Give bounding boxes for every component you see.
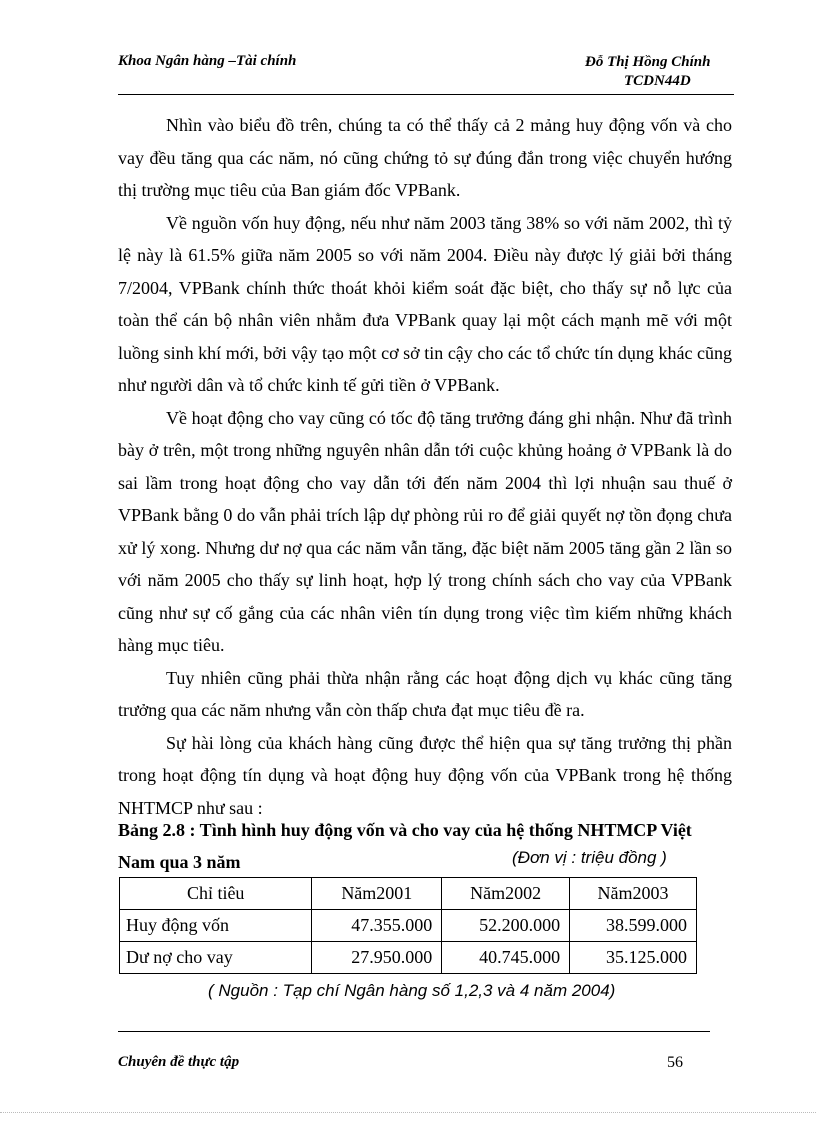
table-header-cell: Năm2003 — [570, 878, 697, 910]
paragraph: Về nguồn vốn huy động, nếu như năm 2003 tăng 38% so với năm 2002, thì tỷ lệ này là 61.5% giữa năm 2005 so với năm 2004. Điều này được lý giải bởi tháng 7/2004, VPBank chính thức thoát khỏi kiểm soát đặc biệt, cho thấy sự nỗ lực của toàn thể cán bộ nhân viên nhằm đưa VPBank quay lại một cách mạnh mẽ với một luồng sinh khí mới, bởi vậy tạo một cơ sở tin cậy cho các tổ chức tín dụng khác cũng như người dân và tổ chức kinh tế gửi tiền ở VPBank. — [118, 212, 732, 395]
table-header-cell: Chỉ tiêu — [120, 878, 312, 910]
table-cell: 38.599.000 — [570, 910, 697, 942]
page-number: 56 — [667, 1054, 683, 1071]
table-cell: Huy động vốn — [120, 910, 312, 942]
table-cell: 47.355.000 — [312, 910, 442, 942]
page-edge — [0, 1112, 816, 1113]
table-header-cell: Năm2001 — [312, 878, 442, 910]
footer-title: Chuyên đề thực tập — [118, 1054, 240, 1070]
table-cell: Dư nợ cho vay — [120, 942, 312, 974]
table-cell: 40.745.000 — [442, 942, 570, 974]
table-caption: Bảng 2.8 : Tình hình huy động vốn và cho vay của hệ thống NHTMCP Việt Nam qua 3 năm — [118, 820, 692, 872]
table-cell: 35.125.000 — [570, 942, 697, 974]
table-source: ( Nguồn : Tạp chí Ngân hàng số 1,2,3 và 4 năm 2004) — [208, 981, 616, 1000]
table-row — [120, 942, 697, 974]
body-text — [118, 109, 732, 824]
header-author-class: TCDN44D — [624, 73, 691, 89]
paragraph: Về hoạt động cho vay cũng có tốc độ tăng trưởng đáng ghi nhận. Như đã trình bày ở trên, một trong những nguyên nhân dẫn tới cuộc khủng hoảng ở VPBank là do sai lầm trong hoạt động cho vay dẫn tới đến năm 2004 thì lợi nhuận sau thuế ở VPBank bằng 0 do vẫn phải trích lập dự phòng rủi ro để giải quyết nợ tồn đọng chưa xử lý xong. Nhưng dư nợ qua các năm vẫn tăng, đặc biệt năm 2005 tăng gần 2 lần so với năm 2005 cho thấy sự linh hoạt, hợp lý trong chính sách cho vay của VPBank cũng như sự cố gắng của các nhân viên tín dụng trong việc tìm kiếm những khách hàng mục tiêu. — [118, 407, 732, 655]
header-author-name: Đỗ Thị Hồng Chính — [585, 54, 711, 70]
table-cell: 52.200.000 — [442, 910, 570, 942]
table-unit: (Đơn vị : triệu đồng ) — [512, 848, 667, 867]
footer-divider — [118, 1031, 710, 1032]
table-header-row — [120, 878, 697, 910]
table-header-cell: Năm2002 — [442, 878, 570, 910]
header-author — [585, 53, 710, 91]
data-table — [119, 877, 697, 974]
header-divider — [118, 94, 734, 95]
table-row — [120, 910, 697, 942]
table-cell: 27.950.000 — [312, 942, 442, 974]
header-faculty: Khoa Ngân hàng –Tài chính — [118, 53, 297, 69]
paragraph: Nhìn vào biểu đồ trên, chúng ta có thể thấy cả 2 mảng huy động vốn và cho vay đều tăng qua các năm, nó cũng chứng tỏ sự đúng đắn trong việc chuyển hướng thị trường mục tiêu của Ban giám đốc VPBank. — [118, 115, 732, 200]
paragraph: Sự hài lòng của khách hàng cũng được thể hiện qua sự tăng trưởng thị phần trong hoạt động tín dụng và hoạt động huy động vốn của VPBank trong hệ thống NHTMCP như sau : — [118, 732, 732, 818]
paragraph: Tuy nhiên cũng phải thừa nhận rằng các hoạt động dịch vụ khác cũng tăng trưởng qua các năm nhưng vẫn còn thấp chưa đạt mục tiêu đề ra. — [118, 667, 732, 720]
